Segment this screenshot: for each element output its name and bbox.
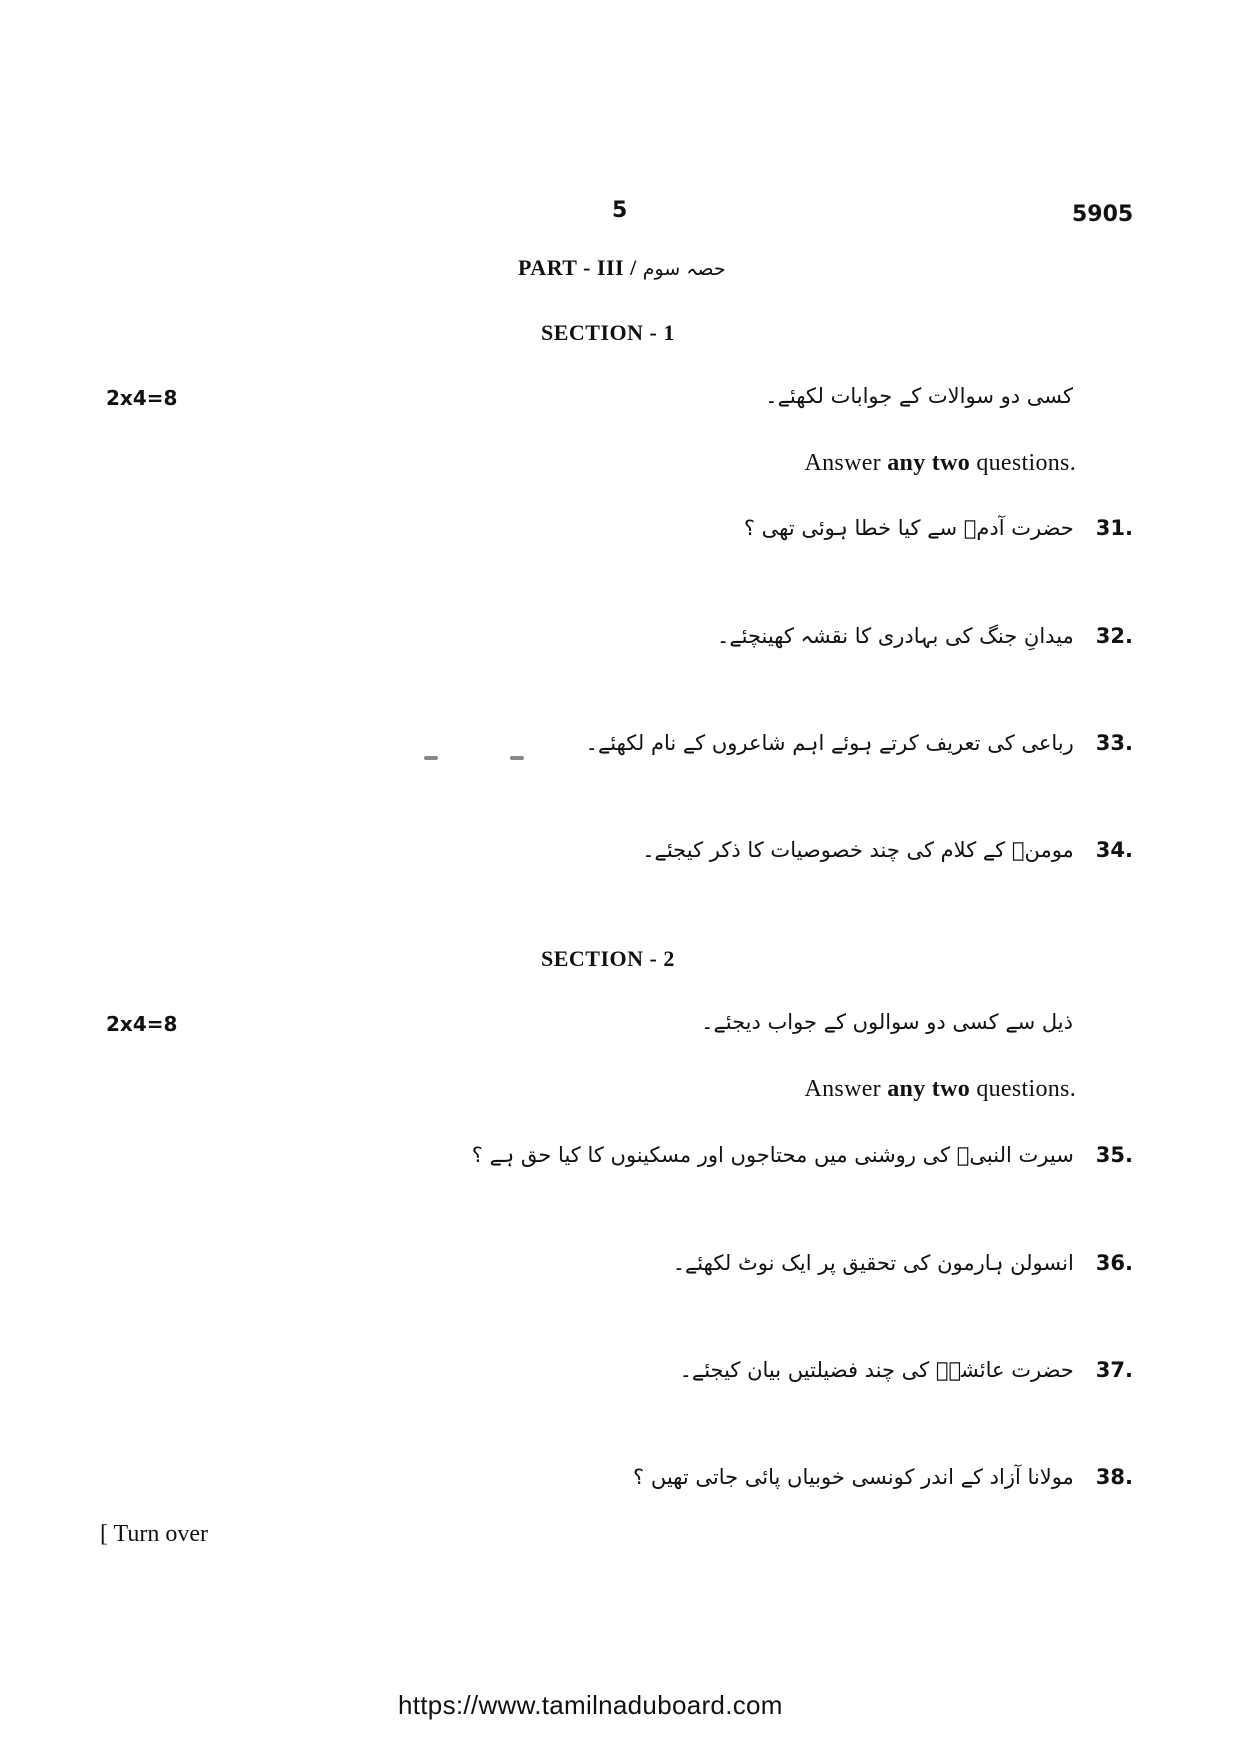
question-text: مومنؔ کے کلام کی چند خصوصیات کا ذکر کیجئے۔ <box>642 838 1074 862</box>
question-31 <box>744 516 1133 540</box>
question-number: 33. <box>1095 731 1133 755</box>
section-1-instruction-ur: کسی دو سوالات کے جوابات لکھئے۔ <box>765 384 1073 408</box>
question-36 <box>673 1251 1133 1275</box>
section-2-instruction-ur: ذیل سے کسی دو سوالوں کے جواب دیجئے۔ <box>701 1010 1073 1034</box>
section-2-instruction-en <box>805 1076 1077 1103</box>
section-1-instruction-en <box>805 450 1077 477</box>
part-label-ur: حصہ سوم <box>642 258 726 280</box>
instruction-en-bold: any two <box>887 1076 971 1102</box>
question-text: سیرت النبیؐ کی روشنی میں محتاجوں اور مسکینوں کا کیا حق ہے ؟ <box>471 1143 1074 1167</box>
section-1-title: SECTION - 1 <box>541 320 675 345</box>
question-35 <box>472 1143 1133 1167</box>
question-text: میدانِ جنگ کی بہادری کا نقشہ کھینچئے۔ <box>717 624 1074 648</box>
paper-code: 5905 <box>1072 202 1134 227</box>
scan-smudge <box>510 756 524 760</box>
page-number: 5 <box>612 198 628 223</box>
section-1-marks: 2x4=8 <box>106 386 178 410</box>
question-text: انسولن ہارمون کی تحقیق پر ایک نوٹ لکھئے۔ <box>672 1251 1074 1275</box>
question-33 <box>586 731 1133 755</box>
question-text: حضرت عائشہؓ کی چند فضیلتیں بیان کیجئے۔ <box>679 1358 1074 1382</box>
question-number: 31. <box>1095 516 1133 540</box>
question-34 <box>642 838 1133 862</box>
footer-url[interactable]: https://www.tamilnaduboard.com <box>398 1690 783 1720</box>
section-2-title: SECTION - 2 <box>541 946 675 971</box>
scan-smudge <box>424 756 438 760</box>
section-2-marks: 2x4=8 <box>106 1012 178 1036</box>
part-heading <box>518 255 726 281</box>
question-number: 32. <box>1095 624 1133 648</box>
instruction-en-post: questions. <box>970 450 1076 476</box>
question-number: 37. <box>1095 1358 1133 1382</box>
question-number: 36. <box>1095 1251 1133 1275</box>
instruction-en-post: questions. <box>970 1076 1076 1102</box>
question-38 <box>633 1465 1133 1489</box>
instruction-en-pre: Answer <box>804 1076 888 1102</box>
instruction-en-bold: any two <box>887 450 971 476</box>
turn-over-note: [ Turn over <box>100 1521 209 1547</box>
question-32 <box>717 624 1133 648</box>
question-number: 38. <box>1095 1465 1133 1489</box>
instruction-en-pre: Answer <box>804 450 888 476</box>
question-number: 35. <box>1095 1143 1133 1167</box>
question-number: 34. <box>1095 838 1133 862</box>
question-text: مولانا آزاد کے اندر کونسی خوبیاں پائی جاتی تھیں ؟ <box>633 1465 1074 1489</box>
question-37 <box>680 1358 1133 1382</box>
question-text: حضرت آدمؑ سے کیا خطا ہوئی تھی ؟ <box>743 516 1074 540</box>
part-label-en: PART - III / <box>518 255 637 280</box>
question-text: رباعی کی تعریف کرتے ہوئے اہم شاعروں کے نام لکھئے۔ <box>585 731 1074 755</box>
